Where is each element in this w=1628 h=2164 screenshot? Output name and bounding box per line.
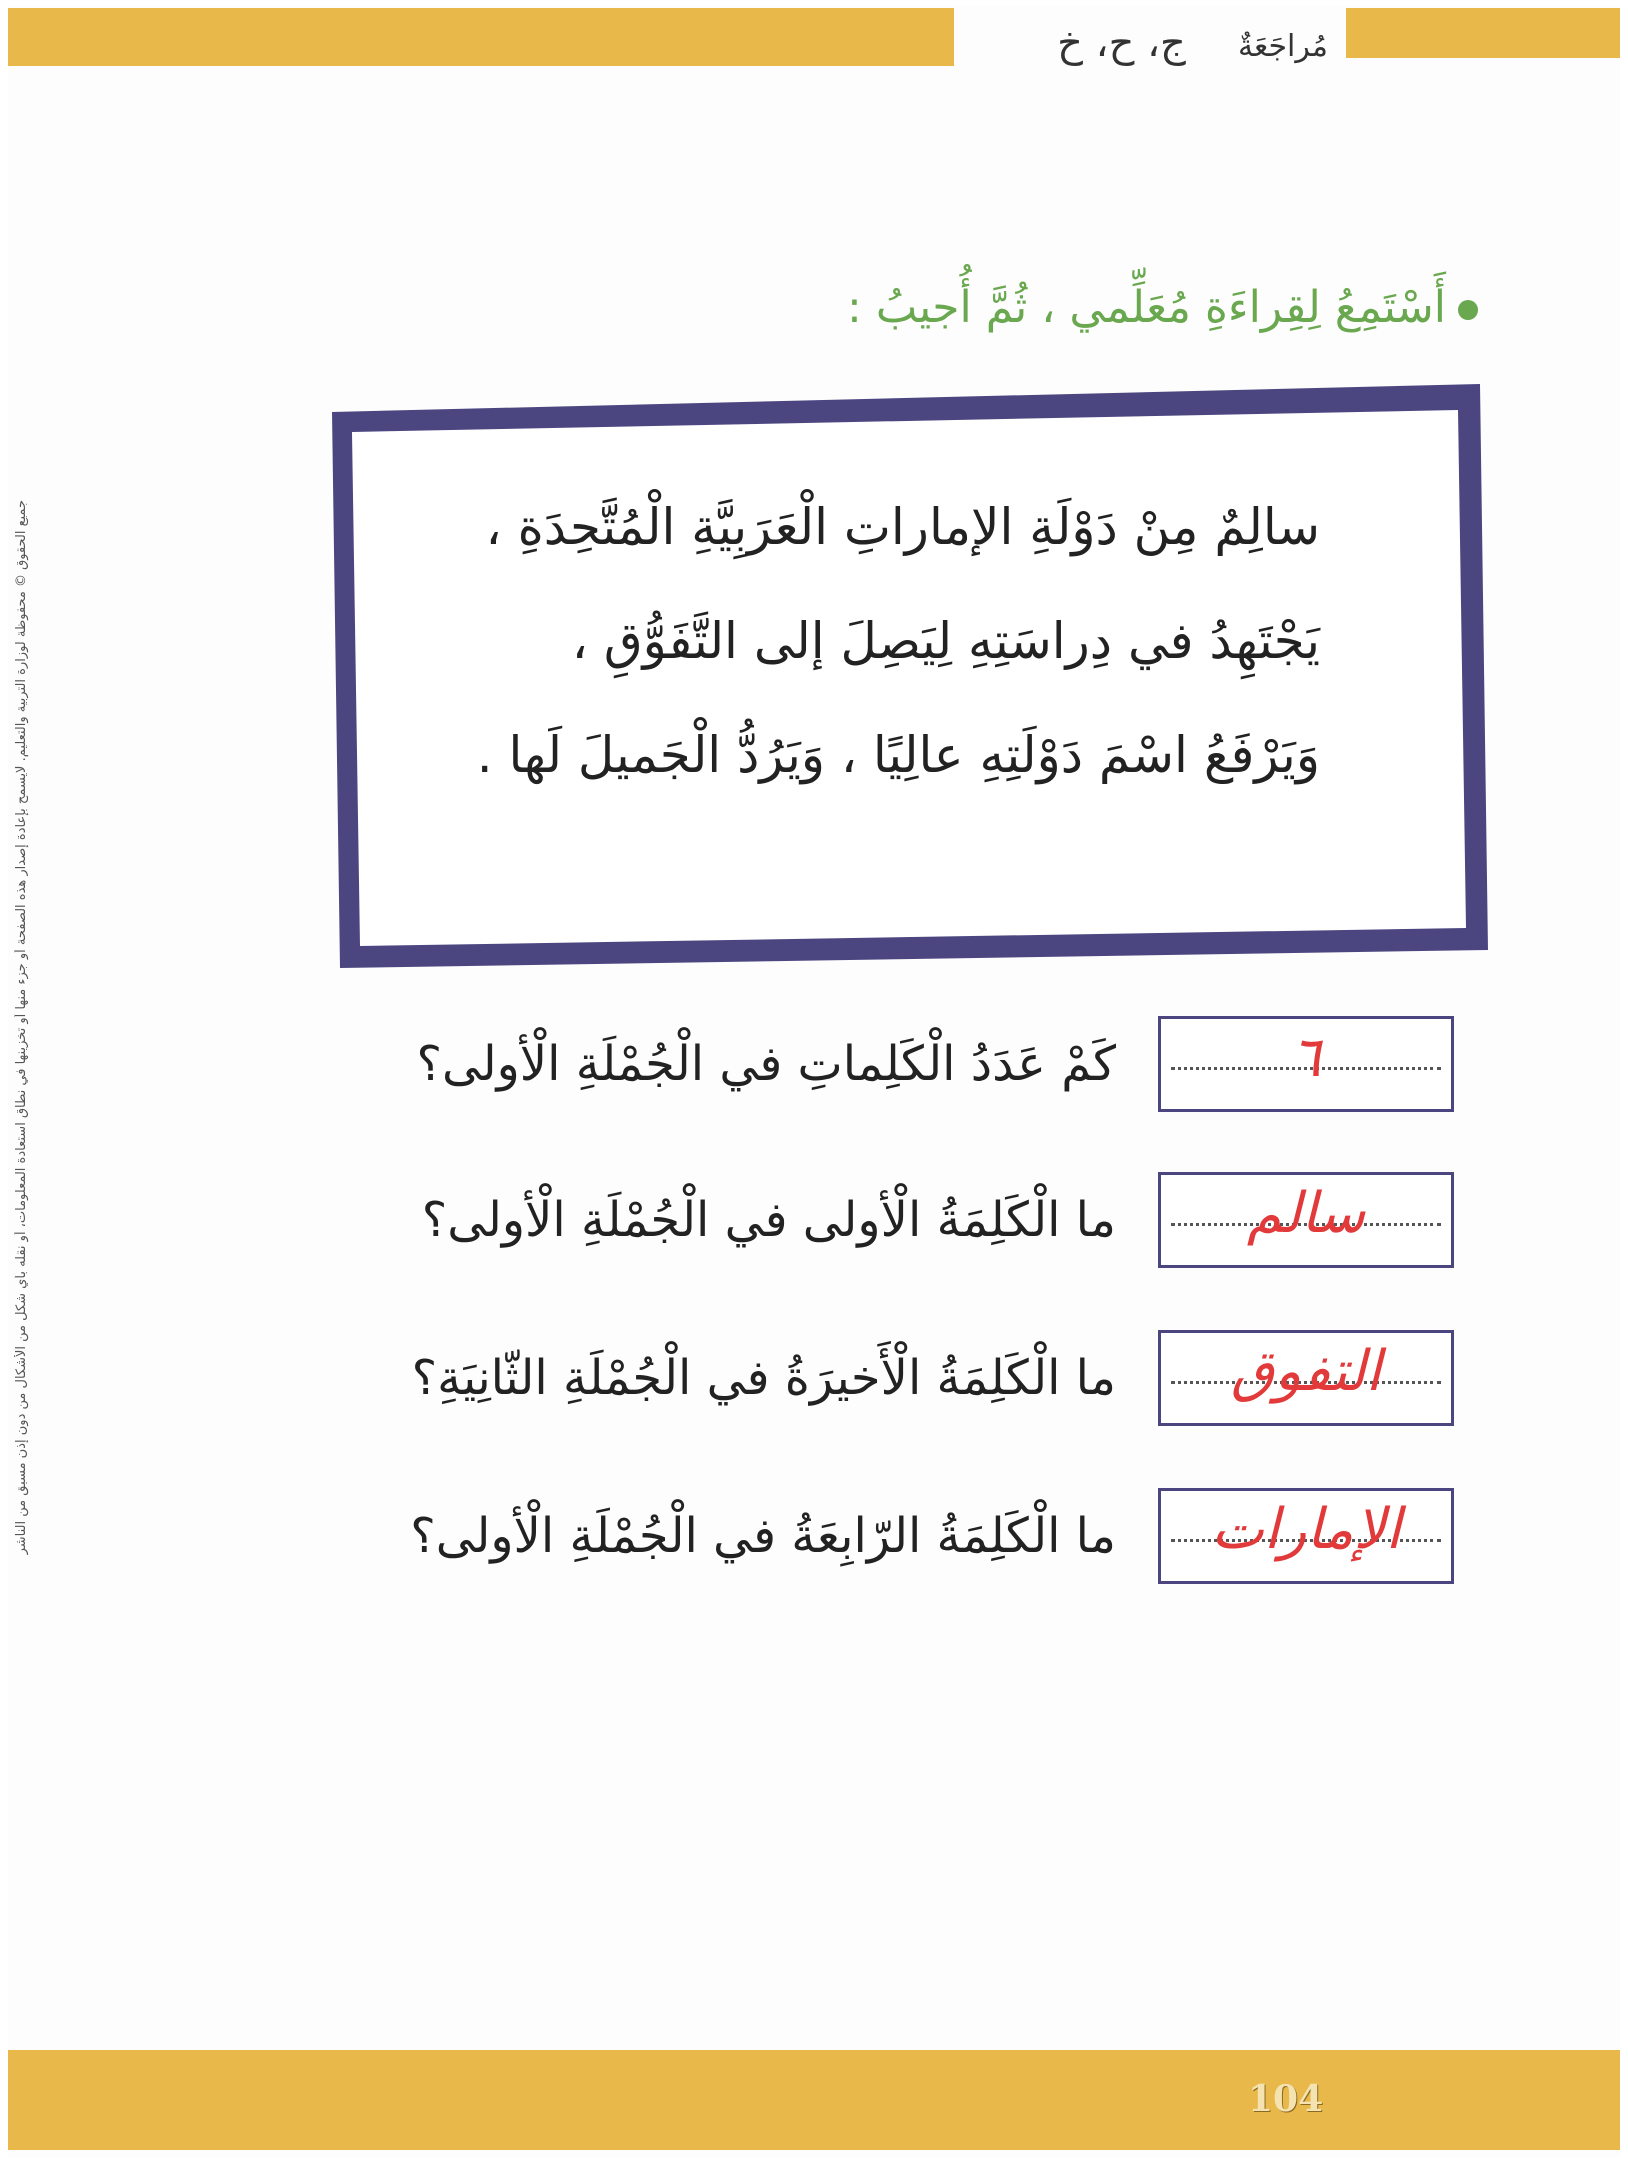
instruction: [847, 282, 1478, 333]
header-band-right: [1346, 8, 1620, 58]
footer-band: [8, 2050, 1620, 2150]
question-row-3: [0, 1330, 1628, 1440]
passage-line-3: وَيَرْفَعُ اسْمَ دَوْلَتِهِ عالِيًا ، وَيَرُدُّ الْجَميلَ لَها .: [476, 726, 1320, 784]
page-header: [1057, 20, 1328, 66]
question-row-1: [0, 1016, 1628, 1126]
passage-line-2: يَجْتَهِدُ في دِراسَتِهِ لِيَصِلَ إلى التَّفَوُّقِ ،: [571, 612, 1320, 670]
answer-box-4[interactable]: [1158, 1488, 1454, 1584]
bullet-icon: [1458, 300, 1478, 320]
header-band-left: [8, 8, 954, 66]
question-1: كَمْ عَدَدُ الْكَلِماتِ في الْجُمْلَةِ الْأولى؟: [416, 1036, 1116, 1092]
letters-label: ج، ح، خ: [1057, 20, 1186, 66]
page-number: 104: [1248, 2078, 1324, 2120]
instruction-text: أَسْتَمِعُ لِقِراءَةِ مُعَلِّمي ، ثُمَّ أُجيبُ :: [847, 282, 1446, 333]
section-label: مُراجَعَةٌ: [1237, 29, 1328, 64]
answer-box-3[interactable]: [1158, 1330, 1454, 1426]
question-2: ما الْكَلِمَةُ الْأولى في الْجُمْلَةِ الْأولى؟: [421, 1192, 1116, 1248]
question-row-4: [0, 1488, 1628, 1598]
answer-box-2[interactable]: [1158, 1172, 1454, 1268]
reading-passage: [380, 470, 1320, 812]
handwritten-answer-1: ٦: [1290, 1025, 1322, 1090]
handwritten-answer-4: الإمارات: [1211, 1497, 1401, 1562]
copyright-note: جميع الحقوق © محفوظة لوزارة التربية والتعليم. لايسمح بإعادة إصدار هذه الصفحة أو جزء منها أو تخزينها في نطاق استعادة المعلومات، أو نقله بأي شكل من الأشكال من دون إذن مسبق من الناشر: [14, 500, 29, 1555]
answer-box-1[interactable]: [1158, 1016, 1454, 1112]
passage-line-1: سالِمٌ مِنْ دَوْلَةِ الإماراتِ الْعَرَبِيَّةِ الْمُتَّحِدَةِ ،: [485, 498, 1320, 556]
handwritten-answer-3: التفوق: [1230, 1339, 1382, 1404]
handwritten-answer-2: سالم: [1246, 1181, 1366, 1246]
question-3: ما الْكَلِمَةُ الْأَخيرَةُ في الْجُمْلَةِ الثّانِيَةِ؟: [411, 1350, 1116, 1406]
question-row-2: [0, 1172, 1628, 1282]
question-4: ما الْكَلِمَةُ الرّابِعَةُ في الْجُمْلَةِ الْأولى؟: [410, 1508, 1116, 1564]
